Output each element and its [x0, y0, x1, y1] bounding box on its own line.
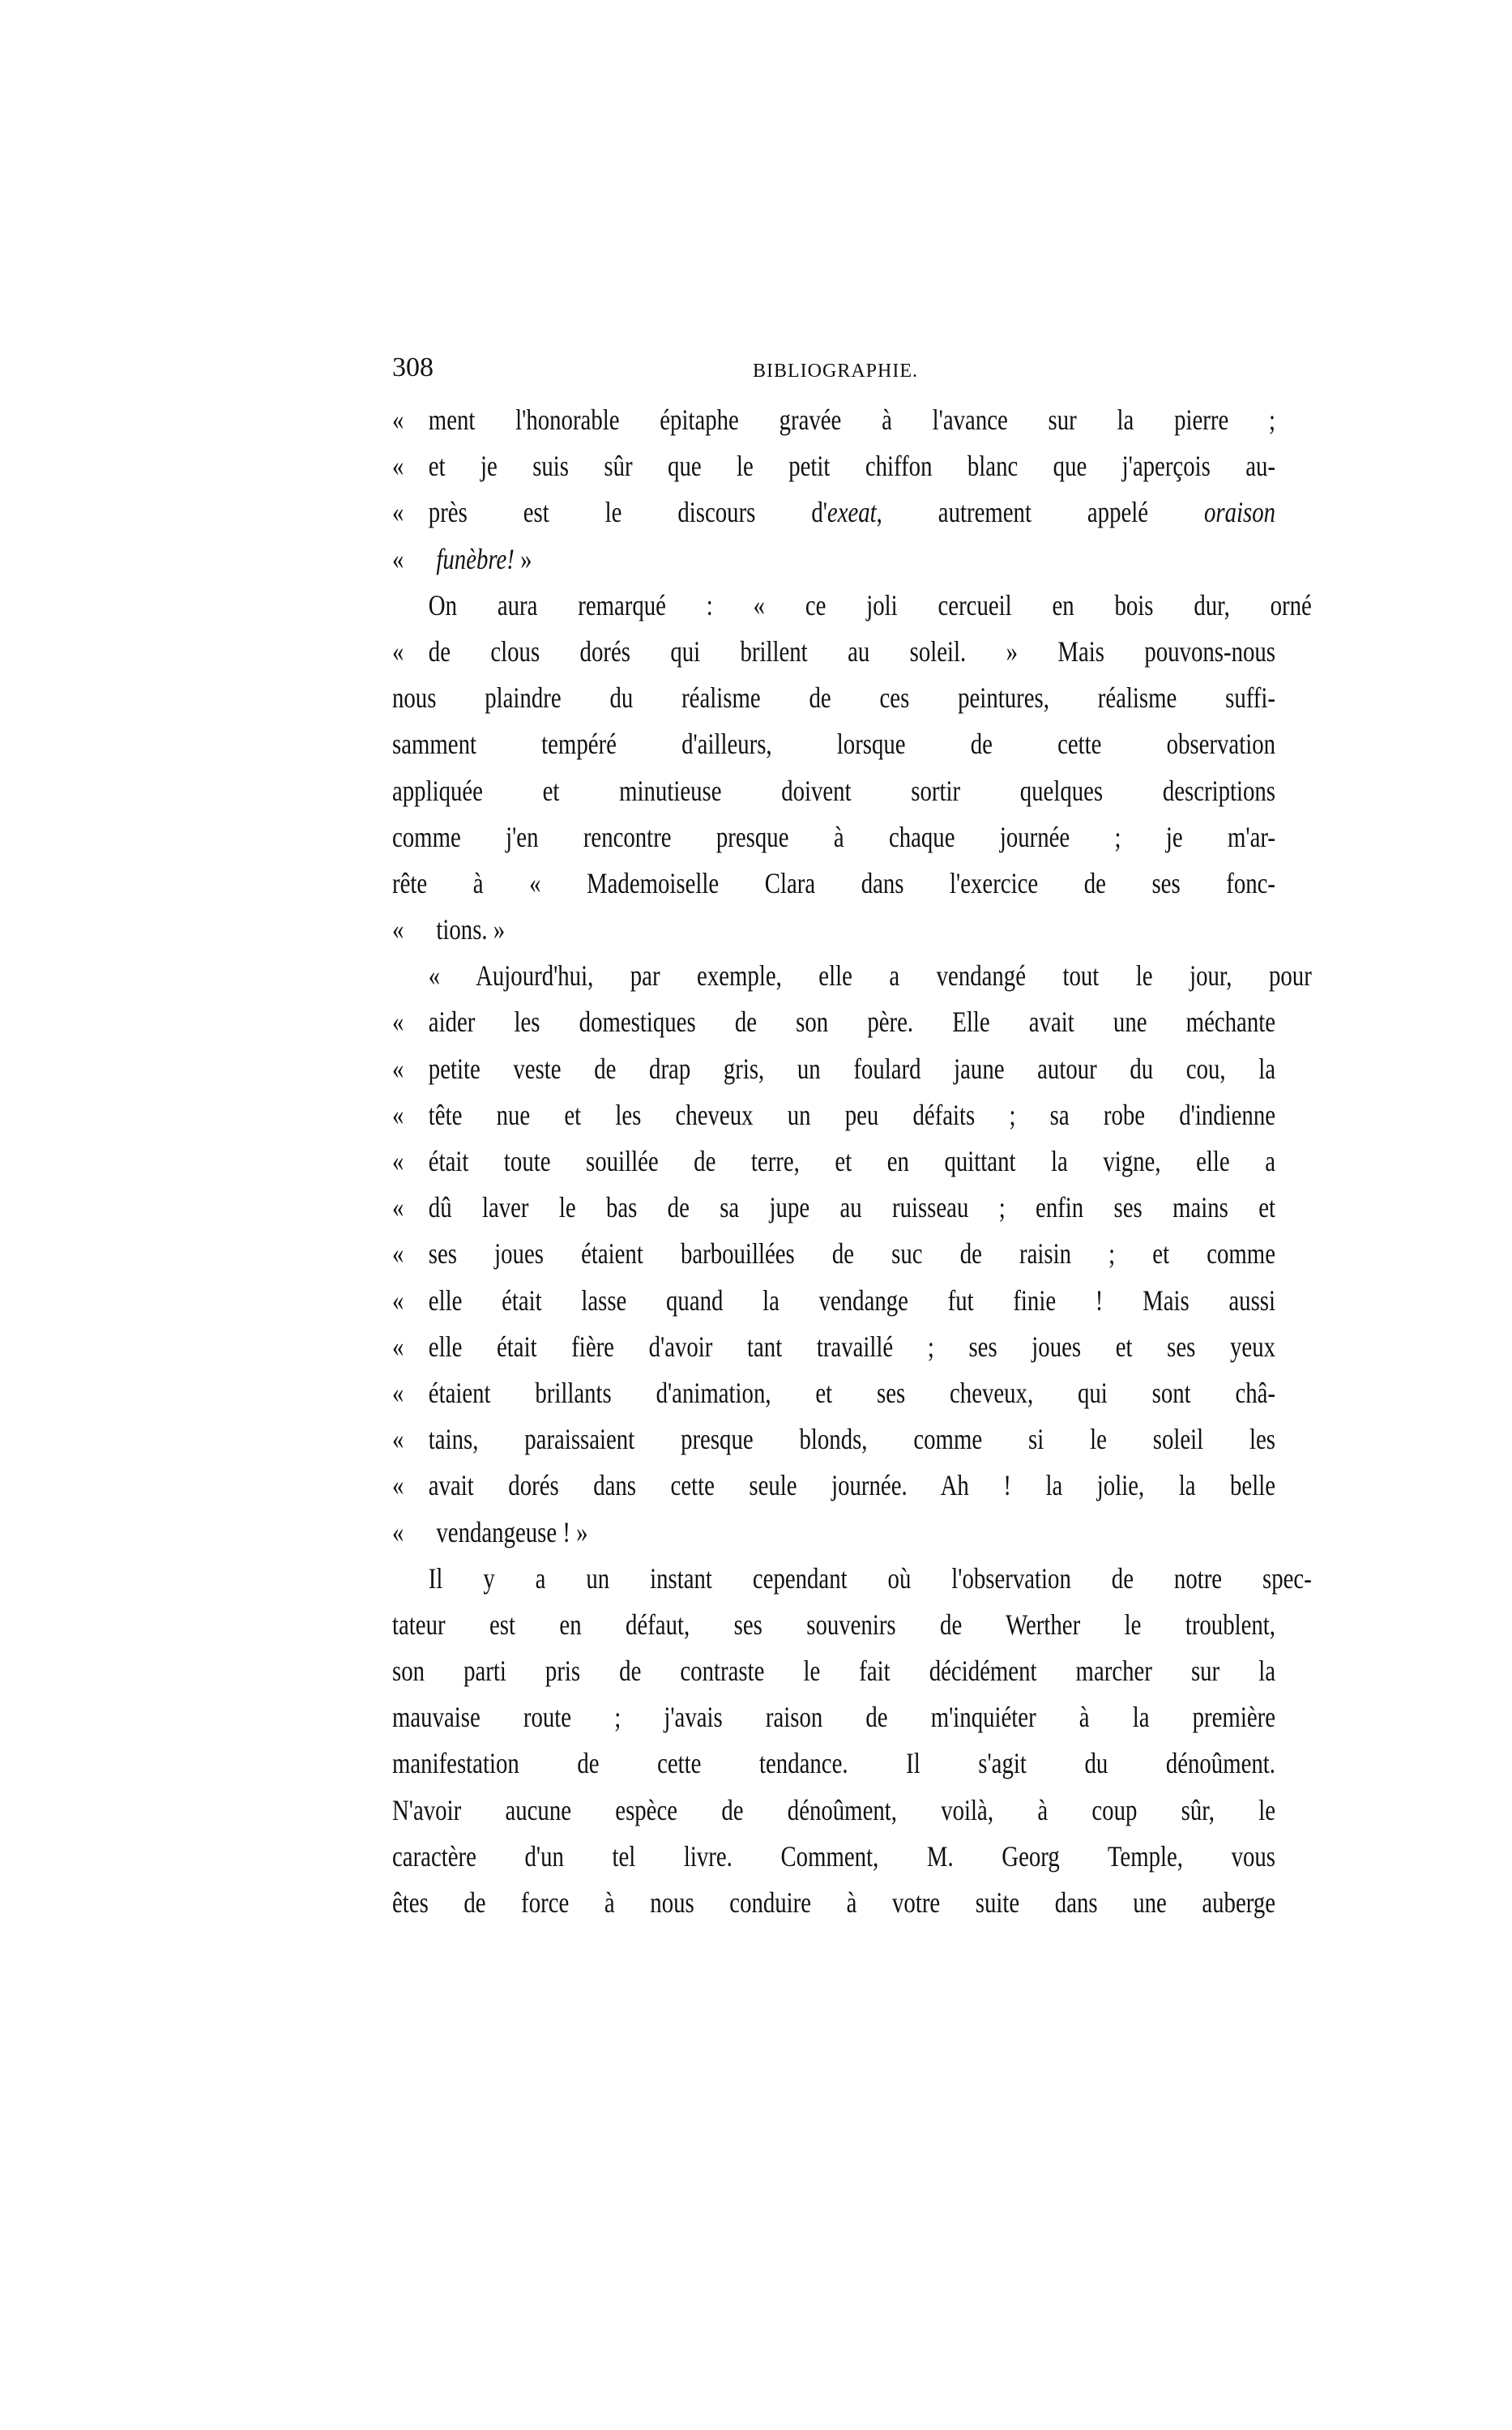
text-line	[392, 861, 1275, 907]
text-line	[392, 1185, 1275, 1231]
text-line	[392, 1787, 1275, 1834]
quote-mark: «	[392, 634, 404, 668]
quote-mark: «	[392, 1330, 404, 1363]
line-text: rête à « Mademoiselle Clara dans l'exercice de ses fonc-	[392, 866, 1275, 899]
text-line	[392, 1648, 1275, 1694]
quote-mark: «	[392, 1469, 404, 1502]
quote-mark: «	[392, 404, 404, 436]
line-text: aider les domestiques de son père. Elle avait une méchante	[428, 1006, 1275, 1039]
line-text: et je suis sûr que le petit chiffon blanc que j'aperçois au-	[428, 450, 1275, 483]
line-text: avait dorés dans cette seule journée. Ah ! la jolie, la belle	[428, 1469, 1275, 1502]
line-text: étaient brillants d'animation, et ses cheveux, qui sont châ-	[428, 1376, 1275, 1409]
body-text	[392, 397, 1312, 1926]
quote-mark: «	[392, 1423, 404, 1456]
text-line	[392, 536, 1275, 583]
line-text: On aura remarqué : « ce joli cercueil en bois dur, orné	[428, 588, 1312, 621]
text-line	[392, 999, 1275, 1045]
quote-mark: «	[392, 1052, 404, 1085]
quote-mark: «	[392, 450, 404, 483]
text-line	[392, 1231, 1275, 1277]
text-line	[392, 907, 1275, 953]
text-line	[392, 489, 1275, 536]
line-text: êtes de force à nous conduire à votre suite dans une auberge	[392, 1886, 1275, 1919]
line-text: était toute souillée de terre, et en quittant la vigne, elle a	[428, 1145, 1275, 1177]
section-title: BIBLIOGRAPHIE.	[753, 361, 918, 382]
line-text: ses joues étaient barbouillées de suc de raisin ; et comme	[428, 1237, 1275, 1271]
quote-mark: «	[392, 1283, 404, 1317]
text-line	[392, 583, 1312, 629]
line-text: ment l'honorable épitaphe gravée à l'avance sur la pierre ;	[428, 404, 1275, 436]
line-text: appliquée et minutieuse doivent sortir quelques descriptions	[392, 774, 1275, 807]
quote-mark: «	[392, 1098, 404, 1131]
text-line	[392, 1510, 1275, 1556]
line-text: caractère d'un tel livre. Comment, M. Georg Temple, vous	[392, 1839, 1275, 1873]
line-text: elle était fière d'avoir tant travaillé ; ses joues et ses yeux	[428, 1330, 1275, 1363]
text-line	[392, 953, 1312, 999]
text-line	[392, 1834, 1275, 1880]
text-line	[392, 1138, 1275, 1185]
text-line	[392, 1370, 1275, 1416]
text-line	[392, 1046, 1275, 1092]
line-text: tions. »	[436, 913, 506, 946]
line-text: manifestation de cette tendance. Il s'agit du dénoûment.	[392, 1747, 1275, 1780]
text-line	[392, 443, 1275, 489]
page-number: 308	[392, 352, 434, 382]
line-text: « Aujourd'hui, par exemple, elle a vendangé tout le jour, pour	[428, 959, 1312, 993]
text-line	[392, 1740, 1275, 1787]
quote-mark: «	[392, 1237, 404, 1271]
line-text: elle était lasse quand la vendange fut finie ! Mais aussi	[428, 1283, 1275, 1317]
line-text: tateur est en défaut, ses souvenirs de Werther le troublent,	[392, 1608, 1275, 1641]
line-text: tête nue et les cheveux un peu défaits ; sa robe d'indienne	[428, 1098, 1275, 1131]
text-line	[392, 397, 1275, 443]
running-head	[392, 350, 1275, 386]
quote-mark: «	[392, 542, 404, 575]
line-text: comme j'en rencontre presque à chaque journée ; je m'ar-	[392, 820, 1275, 853]
text-line	[392, 1694, 1275, 1740]
line-text: Il y a un instant cependant où l'observation de notre spec-	[428, 1561, 1312, 1595]
text-line	[392, 721, 1275, 767]
text-line	[392, 1416, 1275, 1463]
line-text: N'avoir aucune espèce de dénoûment, voilà, à coup sûr, le	[392, 1793, 1275, 1826]
quote-mark: «	[392, 913, 404, 946]
text-line	[392, 814, 1275, 861]
line-text: dû laver le bas de sa jupe au ruisseau ; enfin ses mains et	[428, 1191, 1275, 1224]
text-line	[392, 1880, 1275, 1926]
line-text: funèbre! »	[436, 542, 532, 575]
line-text: petite veste de drap gris, un foulard jaune autour du cou, la	[428, 1052, 1275, 1085]
line-text: tains, paraissaient presque blonds, comme si le soleil les	[428, 1423, 1275, 1456]
text-line	[392, 1602, 1275, 1648]
line-text: samment tempéré d'ailleurs, lorsque de cette observation	[392, 728, 1275, 761]
quote-mark: «	[392, 1376, 404, 1409]
text-line	[392, 629, 1275, 675]
line-text: nous plaindre du réalisme de ces peintures, réalisme suffi-	[392, 681, 1275, 715]
line-text: mauvaise route ; j'avais raison de m'inquiéter à la première	[392, 1701, 1275, 1734]
line-text: de clous dorés qui brillent au soleil. » Mais pouvons-nous	[428, 634, 1275, 668]
quote-mark: «	[392, 1515, 404, 1548]
quote-mark: «	[392, 1006, 404, 1039]
text-line	[392, 768, 1275, 814]
book-page	[392, 350, 1312, 1926]
text-line	[392, 1463, 1275, 1509]
text-line	[392, 1556, 1312, 1602]
line-text: près est le discours d'exeat, autrement appelé oraison	[428, 496, 1276, 529]
text-line	[392, 675, 1275, 721]
text-line	[392, 1324, 1275, 1370]
quote-mark: «	[392, 496, 404, 529]
line-text: son parti pris de contraste le fait décidément marcher sur la	[392, 1655, 1275, 1688]
text-line	[392, 1092, 1275, 1138]
quote-mark: «	[392, 1145, 404, 1177]
text-line	[392, 1278, 1275, 1324]
quote-mark: «	[392, 1191, 404, 1224]
line-text: vendangeuse ! »	[436, 1515, 588, 1548]
